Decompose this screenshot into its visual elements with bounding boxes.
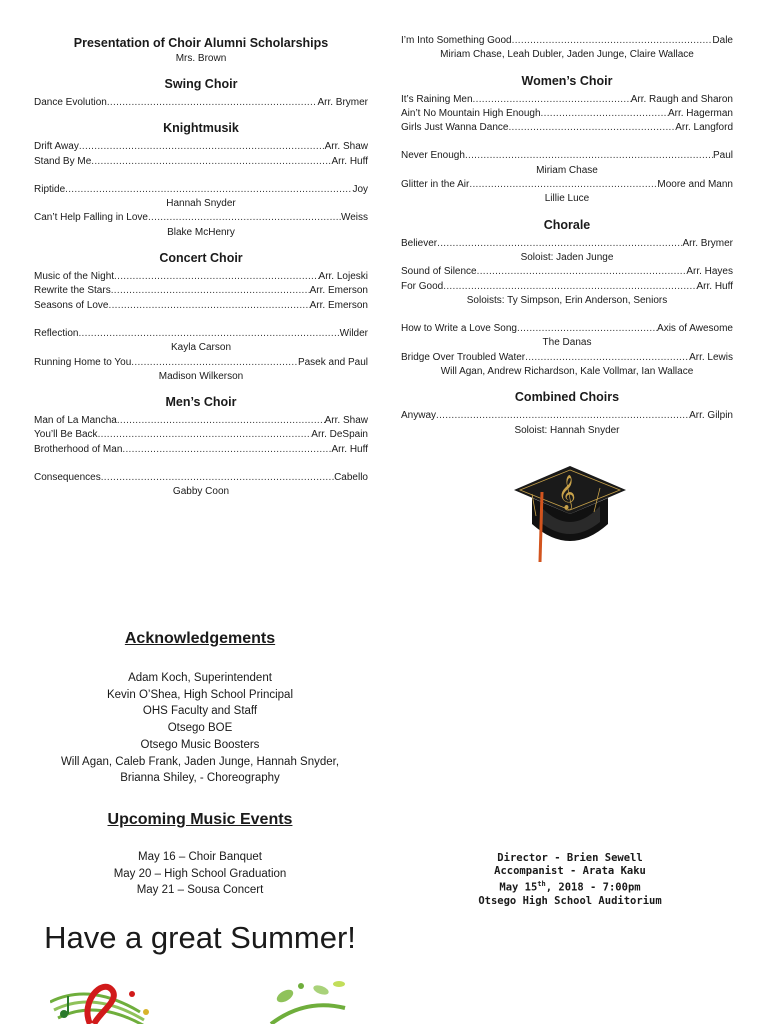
acknowledgement-line: Otsego BOE — [167, 722, 233, 735]
song-title: Man of La Mancha — [34, 415, 117, 427]
song-title: Believer — [401, 237, 438, 249]
dot-leader — [111, 284, 310, 298]
program-entry — [34, 155, 368, 169]
concert-credits — [420, 852, 720, 908]
program-title: Presentation of Choir Alumni Scholarships — [73, 36, 329, 50]
program-entry — [34, 428, 368, 442]
song-title: Girls Just Wanna Dance — [401, 122, 509, 134]
dot-leader — [477, 265, 687, 279]
program-entry — [401, 121, 733, 135]
program-entry — [34, 471, 368, 485]
program-entry — [34, 414, 368, 428]
dot-leader — [443, 280, 696, 294]
program-entry — [401, 149, 733, 163]
program-entry — [34, 183, 368, 197]
program-entry — [401, 280, 733, 294]
svg-text:𝄞: 𝄞 — [558, 475, 576, 510]
director-credit: Director - Brien Sewell — [497, 852, 643, 864]
song-title: Dance Evolution — [34, 97, 107, 108]
dot-leader — [107, 96, 318, 110]
song-arranger: Arr. Hagerman — [667, 107, 733, 119]
song-arranger: Weiss — [340, 212, 368, 224]
performer-note: Gabby Coon — [172, 486, 230, 498]
upcoming-events-list — [0, 849, 400, 899]
dot-leader — [98, 428, 312, 442]
section-heading: Women’s Choir — [521, 73, 613, 88]
song-title: Bridge Over Troubled Water — [401, 351, 526, 363]
program-entry — [34, 211, 368, 225]
program-entry — [401, 409, 733, 423]
program-entry — [34, 270, 368, 284]
song-arranger: Arr. Lewis — [689, 351, 733, 363]
program-left-column — [34, 34, 368, 500]
left-sections — [34, 74, 368, 500]
song-title: Sound of Silence — [401, 266, 477, 278]
program-entry — [401, 351, 733, 365]
section-heading: Combined Choirs — [514, 390, 620, 405]
song-title: It’s Raining Men — [401, 93, 473, 105]
section-heading: Men’s Choir — [165, 395, 237, 410]
spacer — [34, 169, 368, 183]
dot-leader — [473, 93, 631, 107]
song-title: Anyway — [401, 410, 437, 422]
song-arranger: Moore and Mann — [657, 179, 733, 191]
program-entry — [401, 237, 733, 251]
song-title: Music of the Night — [34, 271, 115, 283]
song-arranger: Arr. DeSpain — [311, 429, 368, 441]
song-title: Rewrite the Stars — [34, 285, 111, 297]
song-title: Running Home to You — [34, 356, 132, 368]
accompanist-credit: Accompanist - Arata Kaku — [494, 865, 646, 877]
acknowledgements-heading: Acknowledgements — [124, 630, 276, 647]
acknowledgement-line: Adam Koch, Superintendent — [128, 672, 272, 684]
section-heading: Swing Choir — [164, 77, 238, 91]
dot-leader — [437, 237, 682, 251]
program-entry — [34, 299, 368, 313]
song-title: You’ll Be Back — [34, 429, 98, 441]
song-arranger: Arr. Raugh and Sharon — [630, 93, 733, 105]
upcoming-events-heading: Upcoming Music Events — [107, 811, 293, 828]
dot-leader — [91, 155, 331, 169]
acknowledgement-line: Will Agan, Caleb Frank, Jaden Junge, Hannah Snyder, — [60, 755, 340, 768]
song-title: Seasons of Love — [34, 299, 109, 311]
dot-leader — [114, 270, 318, 284]
acknowledgements-list — [0, 670, 400, 787]
section-heading: Chorale — [543, 217, 591, 232]
song-arranger: Arr. Shaw — [324, 141, 368, 153]
song-arranger: Wilder — [339, 327, 368, 339]
performer-note: Will Agan, Andrew Richardson, Kale Vollmar, Ian Wallace — [440, 366, 694, 378]
acknowledgement-line: Brianna Shiley, - Choreography — [120, 772, 280, 785]
performer-note: Lillie Luce — [544, 193, 590, 205]
song-title: Glitter in the Air — [401, 179, 470, 191]
song-arranger: Joy — [352, 183, 368, 195]
performer-note: Soloists: Ty Simpson, Erin Anderson, Seniors — [466, 294, 668, 306]
spacer — [401, 135, 733, 149]
song-title: Reflection — [34, 327, 79, 339]
closing-message: Have a great Summer! — [44, 920, 356, 955]
song-title: Ain’t No Mountain High Enough — [401, 107, 541, 119]
song-title: Can’t Help Falling in Love — [34, 212, 148, 224]
song-title: Riptide — [34, 183, 66, 195]
performer-note: Soloist: Jaden Junge — [520, 251, 614, 263]
song-title: Stand By Me — [34, 155, 92, 167]
dot-leader — [512, 34, 713, 48]
program-entry — [401, 322, 733, 336]
performer-note: Soloist: Hannah Snyder — [514, 424, 620, 436]
song-arranger: Paul — [712, 150, 733, 162]
song-arranger: Arr. Shaw — [324, 415, 368, 427]
performer-note: The Danas — [542, 337, 592, 349]
acknowledgement-line: OHS Faculty and Staff — [142, 705, 258, 718]
program-entry — [34, 140, 368, 154]
song-arranger: Arr. Langford — [675, 122, 733, 134]
performer-note: Miriam Chase, Leah Dubler, Jaden Junge, Claire Wallace — [440, 49, 694, 61]
song-title: For Good — [401, 280, 444, 292]
dot-leader — [465, 149, 713, 163]
dot-leader — [436, 409, 689, 423]
program-entry — [34, 443, 368, 457]
song-arranger: Arr. Lojeski — [318, 271, 368, 283]
song-title: I’m Into Something Good — [401, 35, 512, 46]
song-arranger: Arr. Brymer — [682, 237, 733, 249]
song-arranger: Dale — [712, 35, 733, 46]
program-entry — [34, 356, 368, 370]
event-line: May 16 – Choir Banquet — [137, 851, 263, 863]
performer-note: Madison Wilkerson — [158, 370, 244, 382]
performer-note: Kayla Carson — [170, 342, 232, 354]
program-right-column — [401, 34, 733, 438]
section-heading: Concert Choir — [159, 251, 243, 266]
dot-leader — [101, 471, 334, 485]
program-entry — [401, 178, 733, 192]
program-presenter: Mrs. Brown — [175, 53, 227, 64]
song-arranger: Axis of Awesome — [657, 323, 733, 335]
acknowledgement-line: Kevin O’Shea, High School Principal — [106, 688, 294, 701]
event-line: May 20 – High School Graduation — [113, 867, 287, 880]
dot-leader — [508, 121, 675, 135]
performer-note: Miriam Chase — [536, 164, 598, 176]
concert-venue: Otsego High School Auditorium — [478, 894, 662, 907]
dot-leader — [541, 107, 668, 121]
performer-note: Hannah Snyder — [166, 198, 236, 210]
song-arranger: Arr. Emerson — [309, 299, 368, 311]
song-title: Never Enough — [401, 150, 465, 162]
song-arranger: Pasek and Paul — [297, 356, 368, 368]
program-entry — [401, 265, 733, 279]
spacer — [34, 313, 368, 327]
graduation-cap-icon — [510, 462, 630, 572]
song-arranger: Arr. Huff — [696, 280, 733, 292]
acknowledgement-line: Otsego Music Boosters — [140, 738, 260, 751]
dot-leader — [117, 414, 325, 428]
music-notes-ribbon-icon — [50, 972, 150, 1024]
program-entry — [34, 284, 368, 298]
dot-leader — [109, 299, 310, 313]
dot-leader — [148, 211, 341, 225]
song-arranger: Cabello — [334, 472, 368, 484]
right-sections — [401, 34, 733, 438]
dot-leader — [122, 443, 331, 457]
song-arranger: Arr. Gilpin — [689, 410, 733, 422]
song-arranger: Arr. Huff — [331, 443, 368, 455]
song-title: Brotherhood of Man — [34, 443, 123, 455]
event-line: May 21 – Sousa Concert — [136, 884, 264, 897]
dot-leader — [78, 327, 339, 341]
dot-leader — [517, 322, 657, 336]
song-arranger: Arr. Emerson — [309, 285, 368, 297]
spacer — [401, 308, 733, 322]
program-entry — [401, 34, 733, 48]
performer-note: Blake McHenry — [167, 226, 235, 238]
song-title: Consequences — [34, 472, 101, 484]
dot-leader — [65, 183, 352, 197]
program-entry — [34, 96, 368, 110]
program-entry — [34, 327, 368, 341]
program-entry — [401, 107, 733, 121]
leaf-notes-icon — [265, 978, 355, 1024]
song-arranger: Arr. Brymer — [317, 97, 368, 108]
concert-date: May 15th, 2018 - 7:00pm — [499, 880, 641, 894]
program-entry — [401, 93, 733, 107]
dot-leader — [79, 140, 325, 154]
song-title: How to Write a Love Song — [401, 323, 517, 335]
song-arranger: Arr. Huff — [331, 155, 368, 167]
spacer — [34, 457, 368, 471]
song-title: Drift Away — [34, 141, 79, 153]
dot-leader — [131, 356, 298, 370]
dot-leader — [525, 351, 689, 365]
song-arranger: Arr. Hayes — [686, 266, 733, 278]
dot-leader — [469, 178, 657, 192]
section-heading: Knightmusik — [163, 121, 239, 136]
